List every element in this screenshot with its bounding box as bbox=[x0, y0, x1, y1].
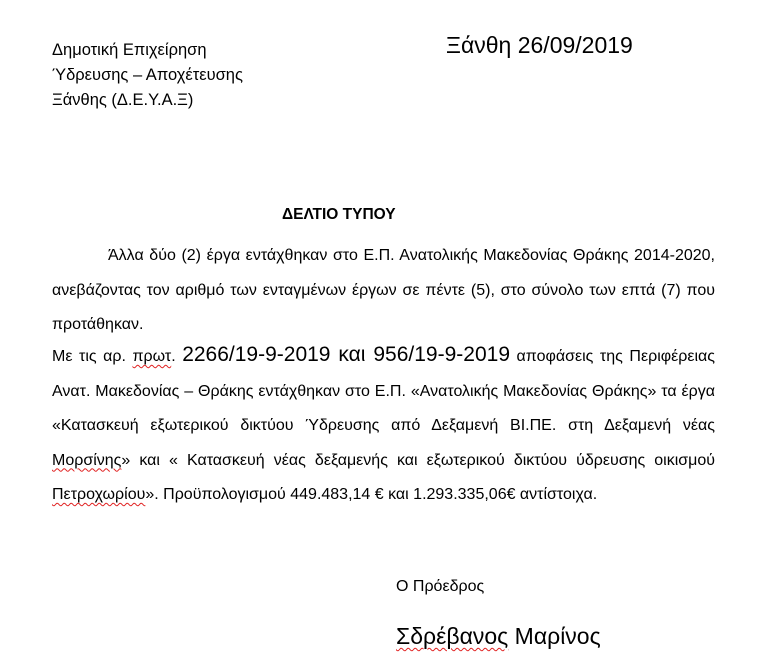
spellcheck-word-petroxori: Πετροχωρίου bbox=[52, 486, 146, 503]
signer-first-name: Μαρίνος bbox=[514, 623, 601, 649]
paragraph-1 bbox=[52, 239, 715, 343]
signer-name bbox=[396, 623, 601, 650]
paragraph-2-part-3: αποφάσεις της Περιφέρειας Ανατ. Μακεδονίας – Θράκης εντάχθηκαν στο Ε.Π. «Ανατολικής Μακεδονίας Θράκης» τα έργα «Κατασκευή εξωτερικού δικτύου Ύδρευσης από Δεξαμενή ΒΙ.ΠΕ. στη Δεξαμενή νέας bbox=[52, 348, 716, 434]
paragraph-1-text: Άλλα δύο (2) έργα εντάχθηκαν στο Ε.Π. Ανατολικής Μακεδονίας Θράκης 2014-2020, ανεβάζοντας τον αριθμό των ενταγμένων έργων σε πέντε (5), στο σύνολο των επτά (7) που προτάθηκαν. bbox=[52, 247, 715, 333]
paragraph-2-part-2: . bbox=[171, 348, 183, 365]
sender-line-2: Ύδρευσης – Αποχέτευσης bbox=[52, 66, 243, 84]
signoff-role: Ο Πρόεδρος bbox=[396, 578, 485, 595]
document-title: ΔΕΛΤΙΟ ΤΥΠΟΥ bbox=[282, 206, 396, 223]
paragraph-2-part-1: Με τις αρ. bbox=[52, 348, 133, 365]
decision-numbers: 2266/19-9-2019 και 956/19-9-2019 bbox=[182, 343, 510, 366]
sender-block bbox=[52, 38, 243, 113]
spellcheck-word-prot: πρωτ bbox=[132, 348, 172, 365]
signer-surname: Σδρέβανος bbox=[396, 623, 509, 649]
paragraph-2-part-5: ». Προϋπολογισμού 449.483,14 € και 1.293.335,06€ αντίστοιχα. bbox=[145, 486, 598, 503]
spellcheck-word-morsini: Μορσίνης bbox=[52, 451, 122, 469]
sender-line-1: Δημοτική Επιχείρηση bbox=[52, 41, 207, 59]
place-date: Ξάνθη 26/09/2019 bbox=[446, 32, 633, 58]
paragraph-2 bbox=[52, 338, 715, 513]
paragraph-2-part-4: » και « Κατασκευή νέας δεξαμενής και εξωτερικού δικτύου ύδρευσης οικισμού bbox=[121, 451, 715, 469]
sender-line-3: Ξάνθης (Δ.Ε.Υ.Α.Ξ) bbox=[52, 91, 194, 109]
